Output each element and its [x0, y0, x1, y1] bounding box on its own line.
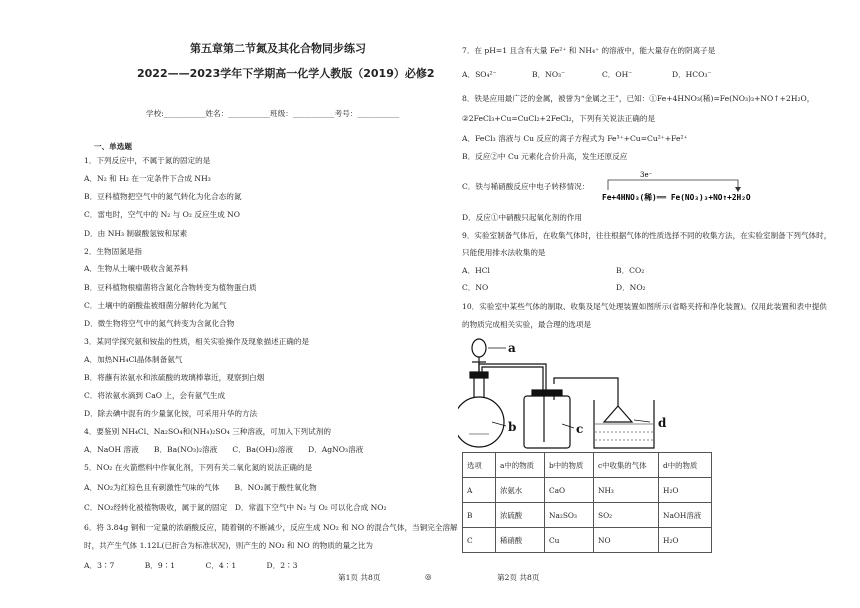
question-line: B．豆科植物把空气中的氮气转化为化合态的氮: [84, 192, 242, 201]
table-cell: NO: [594, 528, 659, 553]
question-line: B．豆科植物根瘤菌将含氮化合物转变为植物蛋白质: [84, 283, 257, 292]
option: B．NO₃⁻: [532, 70, 566, 79]
table-cell: B: [463, 503, 496, 528]
label-c: c: [576, 422, 584, 436]
transfer-arrow-line: [608, 180, 738, 190]
question-line: A．加热NH₄Cl晶体制备氨气: [84, 355, 183, 364]
question-9-option-a: A．HCl: [462, 266, 490, 275]
page-footer-left: 第1页 共8页: [338, 573, 381, 582]
beaker: [594, 400, 654, 448]
table-cell: 浓氨水: [496, 478, 545, 503]
table-cell: CaO: [545, 478, 594, 503]
label-b: b: [508, 420, 517, 434]
option: A．SO₄²⁻: [462, 70, 497, 79]
center-mark: ◎: [425, 572, 432, 581]
question-7: 7．在 pH=1 且含有大量 Fe²⁺ 和 NH₄⁺ 的溶液中，能大量存在的阴离子是: [462, 46, 716, 55]
question-line: 时，共产生气体 1.12L(已折合为标准状况)，则产生的 NO₂ 和 NO 的物质的量之比为: [84, 541, 373, 550]
question-line: A．N₂ 和 H₂ 在一定条件下合成 NH₃: [84, 174, 211, 183]
question-line: 2．生物固氮是指: [84, 247, 142, 256]
option: D．HCO₃⁻: [672, 70, 712, 79]
table-cell: Na₂SO₃: [545, 503, 594, 528]
section-heading: 一、单选题: [94, 142, 132, 151]
question-line: C．将浓氨水滴到 CaO 上，会有氨气生成: [84, 391, 226, 400]
question-line: 6．将 3.84g 铜和一定量的浓硝酸反应，随着铜的不断减少，反应生成 NO₂ 和 NO 的混合气体，当铜完全溶解: [84, 523, 458, 532]
question-8-option-a: A．FeCl₃ 溶液与 Cu 反应的离子方程式为 Fe³⁺+Cu=Cu²⁺+Fe²⁺: [462, 134, 688, 143]
table-cell: Cu: [545, 528, 594, 553]
question-9-line2: 只能使用排水法收集的是: [462, 248, 546, 257]
question-line: B．将蘸有浓氨水和浓硫酸的玻璃棒靠近，观察到白烟: [84, 373, 265, 382]
question-line: A．生物从土壤中吸收含氮养料: [84, 264, 189, 273]
question-line: A．NO₂为红棕色且有刺激性气味的气体 B．NO₂属于酸性氧化物: [84, 483, 317, 492]
round-flask: [458, 372, 504, 447]
question-line: A．3∶7 B．9∶1 C．4∶1 D．2∶3: [84, 561, 298, 570]
question-10: 10．实验室中某些气体的制取、收集及尾气处理装置如图所示(省略夹持和净化装置)。仅用此装置和表中提供: [462, 302, 827, 311]
collection-bottle: [524, 390, 570, 448]
question-8-option-c: C．铁与稀硝酸反应中电子转移情况：: [462, 182, 590, 191]
table-cell: NH₃: [594, 478, 659, 503]
question-line: D．除去碘中混有的少量氯化铵，可采用升华的方法: [84, 409, 258, 418]
question-8: 8．铁是应用最广泛的金属，被誉为“金属之王”，已知：①Fe+4HNO₃(稀)=Fe(NO₃)₃+NO↑+2H₂O，: [462, 94, 815, 103]
label-line-d: [634, 420, 650, 422]
question-line: 4．要鉴别 NH₄Cl、Na₂SO₄和(NH₄)₂SO₄ 三种溶液，可加入下列试剂的: [84, 427, 331, 436]
question-line: D．微生物将空气中的氮气转变为含氮化合物: [84, 319, 235, 328]
options-table: [462, 452, 712, 553]
question-9-option-b: B．CO₂: [616, 266, 645, 275]
question-8-option-d: D．反应①中硝酸只起氧化剂的作用: [462, 213, 582, 222]
table-cell: H₂O: [659, 528, 712, 553]
question-line: A．NaOH 溶液 B．Ba(NO₃)₂溶液 C．Ba(OH)₂溶液 D．AgNO₃溶液: [84, 445, 364, 454]
question-line: 5．NO₂ 在火箭燃料中作氧化剂，下列有关二氧化氮的说法正确的是: [84, 463, 313, 472]
transfer-arrowhead: [735, 187, 741, 192]
question-line: 1．下列反应中，不属于氮的固定的是: [84, 156, 211, 165]
apparatus-diagram: [458, 334, 698, 450]
table-header-cell: b中的物质: [545, 453, 594, 478]
question-line: D．由 NH₃ 制碳酸氢铵和尿素: [84, 229, 188, 238]
question-9-option-d: D．NO₂: [616, 283, 646, 292]
question-9: 9．实验室制备气体后，在收集气体时，往往根据气体的性质选择不同的收集方法，在实验室制备下列气体时，: [462, 231, 832, 240]
table-cell: 稀硝酸: [496, 528, 545, 553]
table-cell: A: [463, 478, 496, 503]
table-cell: H₂O: [659, 478, 712, 503]
question-10-line2: 的物质完成相关实验，最合理的选项是: [462, 320, 592, 329]
table-cell: C: [463, 528, 496, 553]
equation-text: Fe+4HNO₃(稀)══ Fe(NO₃)₃+NO↑+2H₂O: [602, 193, 751, 202]
table-row: [463, 528, 712, 553]
label-d: d: [658, 416, 667, 430]
question-line: C．NO₂经转化被植物吸收，属于氮的固定 D．常温下空气中 N₂ 与 O₂ 可以化合成 NO₂: [84, 503, 387, 512]
question-9-option-c: C．NO: [462, 283, 489, 292]
option: C．OH⁻: [602, 70, 633, 79]
table-header-cell: d中的物质: [659, 453, 712, 478]
table-cell: SO₂: [594, 503, 659, 528]
question-line: C．雷电时，空气中的 N₂ 与 O₂ 反应生成 NO: [84, 210, 241, 219]
page-title: 第五章第二节氮及其化合物同步练习: [190, 42, 366, 55]
question-8-line2: ②2FeCl₃+Cu=CuCl₂+2FeCl₂，下列有关说法正确的是: [462, 114, 656, 123]
table-header-cell: 选项: [463, 453, 496, 478]
question-line: 3．某同学探究氨和铵盐的性质，相关实验操作及现象描述正确的是: [84, 337, 310, 346]
table-cell: 浓硫酸: [496, 503, 545, 528]
question-line: C．土壤中的硝酸盐被细菌分解转化为氮气: [84, 301, 227, 310]
table-header-cell: a中的物质: [496, 453, 545, 478]
student-info-line: 学校:___________姓名：___________班级：___________考号：___________: [146, 109, 400, 118]
page-footer-right: 第2页 共8页: [497, 573, 540, 582]
table-cell: NaOH溶液: [659, 503, 712, 528]
table-header-cell: c中收集的气体: [594, 453, 659, 478]
electron-count-label: 3e⁻: [640, 171, 653, 179]
table-row: [463, 478, 712, 503]
table-row: [463, 503, 712, 528]
question-7-options: [462, 70, 742, 80]
electron-transfer-diagram: [600, 168, 800, 208]
table-header-row: [463, 453, 712, 478]
label-a: a: [508, 341, 516, 355]
question-8-option-b: B．反应②中 Cu 元素化合价升高，发生还原反应: [462, 152, 628, 161]
page-subtitle: 2022——2023学年下学期高一化学人教版（2019）必修2: [137, 67, 435, 80]
